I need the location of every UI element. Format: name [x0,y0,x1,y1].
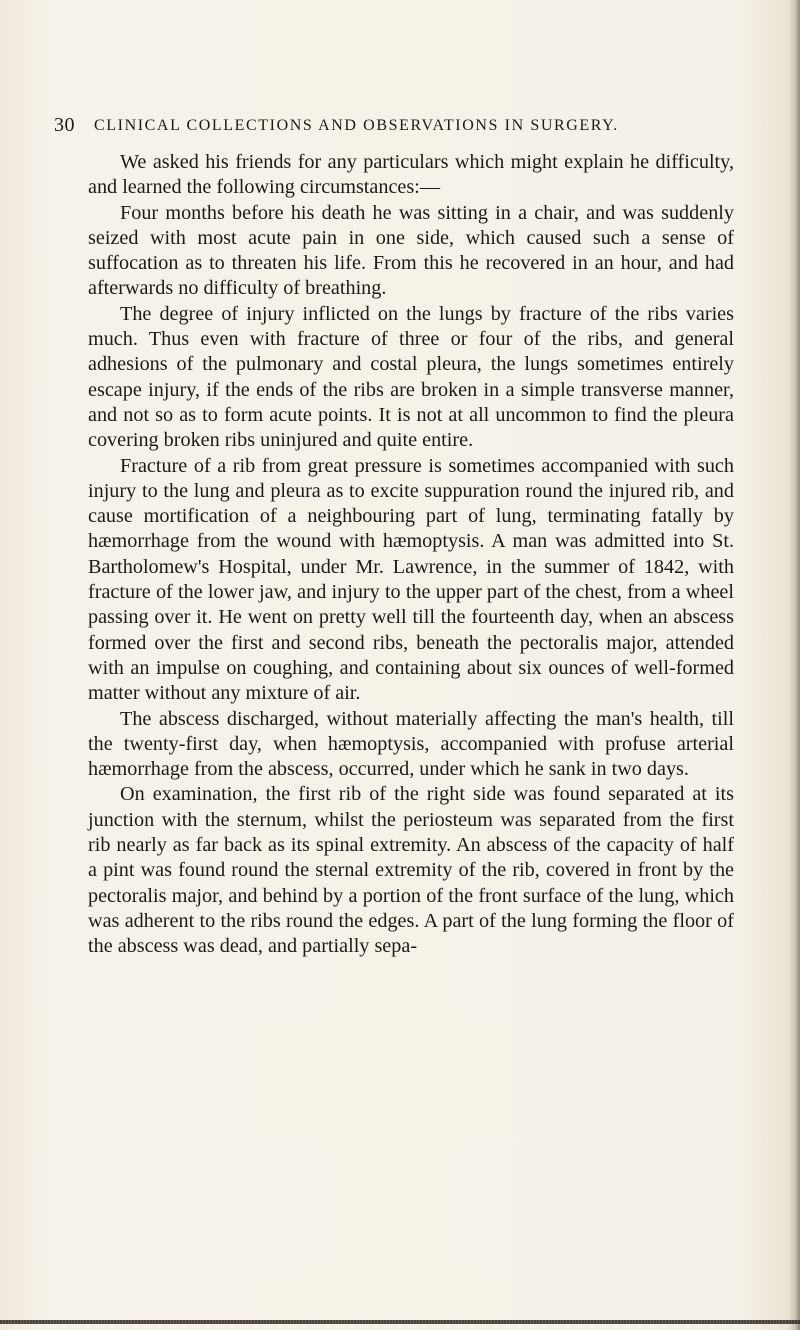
paragraph: The abscess discharged, without materially affecting the man's health, till the twenty-first day, when hæmoptysis, accompanied with profuse arterial hæmorrhage from the abscess, occurred, under which he sank in two days. [88,707,734,781]
running-head: CLINICAL COLLECTIONS AND OBSERVATIONS IN SURGERY. [94,117,619,134]
paragraph: The degree of injury inflicted on the lungs by fracture of the ribs varies much. Thus even with fracture of three or four of the ribs, and general adhesions of the pulmonary and costal pleura, the lungs sometimes entirely escape injury, if the ends of the ribs are broken in a simple transverse manner, and not so as to form acute points. It is not at all uncommon to find the pleura covering broken ribs uninjured and quite entire. [88,302,734,452]
page-bottom-edge [0,1320,800,1324]
page-number: 30 [54,114,75,136]
body-text [88,150,734,960]
paragraph: Fracture of a rib from great pressure is sometimes accompanied with such injury to the lung and pleura as to excite suppuration round the injured rib, and cause mortification of a neighbouring part of lung, terminating fatally by hæmorrhage from the wound with hæmoptysis. A man was admitted into St. Bartholomew's Hospital, under Mr. Lawrence, in the summer of 1842, with fracture of the lower jaw, and injury to the upper part of the chest, from a wheel passing over it. He went on pretty well till the fourteenth day, when an abscess formed over the first and second ribs, beneath the pectoralis major, attended with an impulse on coughing, and containing about six ounces of well-formed matter without any mixture of air. [88,454,734,705]
page-header [54,114,754,144]
page-gutter-shadow [788,0,800,1330]
paragraph: Four months before his death he was sitting in a chair, and was suddenly seized with most acute pain in one side, which caused such a sense of suffocation as to threaten his life. From this he recovered in an hour, and had afterwards no difficulty of breathing. [88,201,734,300]
paragraph: On examination, the first rib of the right side was found separated at its junction with the sternum, whilst the periosteum was separated from the first rib nearly as far back as its spinal extremity. An abscess of the capacity of half a pint was found round the sternal extremity of the rib, covered in front by the pectoralis major, and behind by a portion of the front surface of the lung, which was adherent to the ribs round the edges. A part of the lung forming the floor of the abscess was dead, and partially sepa- [88,783,734,958]
paragraph: We asked his friends for any particulars which might explain he difficulty, and learned the following circumstances:— [88,151,734,199]
